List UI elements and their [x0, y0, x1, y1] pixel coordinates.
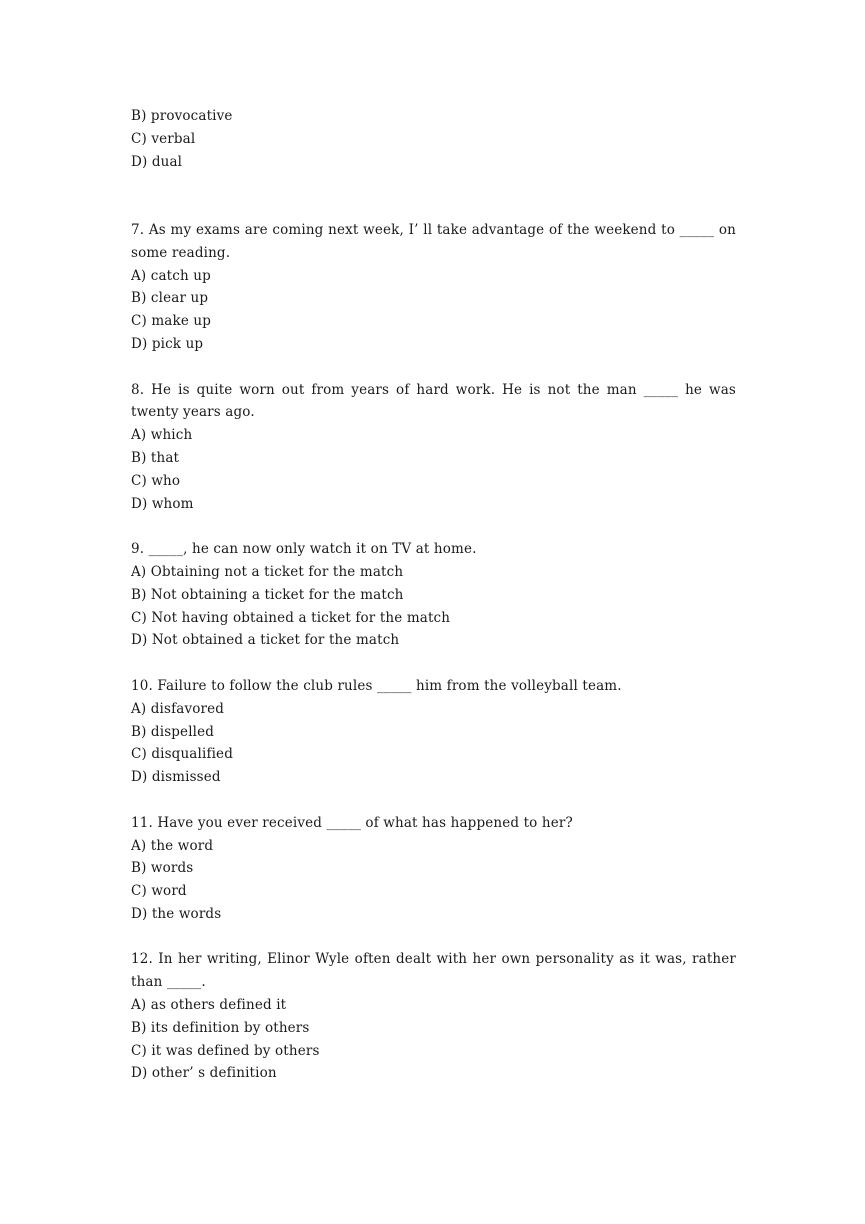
option-c: C) verbal [131, 130, 196, 147]
option-d: D) other’ s definition [131, 1065, 277, 1082]
option-b: B) its definition by others [131, 1019, 310, 1036]
question-stem: 11. Have you ever received _____ of what has happened to her? [131, 814, 573, 831]
option-c: C) who [131, 472, 181, 489]
option-b: B) that [131, 449, 180, 466]
option-c: C) Not having obtained a ticket for the match [131, 609, 451, 626]
option-d: D) whom [131, 495, 194, 512]
option-c: C) it was defined by others [131, 1042, 320, 1059]
option-c: C) word [131, 883, 187, 900]
question-stem: 12. In her writing, Elinor Wyle often dealt with her own personality as it was, rather than _____. [131, 951, 736, 991]
question-11 [131, 812, 736, 926]
question-stem: 8. He is quite worn out from years of hard work. He is not the man _____ he was twenty years ago. [131, 381, 736, 421]
question-7 [131, 219, 736, 356]
option-b: B) Not obtaining a ticket for the match [131, 586, 404, 603]
question-8 [131, 379, 736, 516]
option-d: D) the words [131, 905, 222, 922]
option-a: A) Obtaining not a ticket for the match [131, 563, 404, 580]
question-12 [131, 948, 736, 1085]
option-a: A) as others defined it [131, 997, 287, 1014]
option-a: A) which [131, 427, 193, 444]
option-b: B) dispelled [131, 723, 215, 740]
option-c: C) make up [131, 313, 212, 330]
question-stem: 9. _____, he can now only watch it on TV at home. [131, 541, 477, 558]
question-10 [131, 675, 736, 789]
option-d: D) dual [131, 153, 183, 170]
question-stem: 10. Failure to follow the club rules _____ him from the volleyball team. [131, 677, 622, 694]
option-c: C) disqualified [131, 746, 233, 763]
document-page [131, 105, 736, 1085]
option-b: B) words [131, 860, 194, 877]
option-b: B) clear up [131, 290, 209, 307]
option-d: D) pick up [131, 335, 204, 352]
option-d: D) dismissed [131, 769, 221, 786]
question-stem: 7. As my exams are coming next week, I’ ll take advantage of the weekend to _____ on some reading. [131, 221, 736, 261]
option-d: D) Not obtained a ticket for the match [131, 632, 400, 649]
option-a: A) disfavored [131, 700, 225, 717]
question-9 [131, 538, 736, 652]
option-b: B) provocative [131, 108, 233, 124]
question-6-options [131, 105, 736, 173]
option-a: A) catch up [131, 267, 211, 284]
option-a: A) the word [131, 837, 214, 854]
